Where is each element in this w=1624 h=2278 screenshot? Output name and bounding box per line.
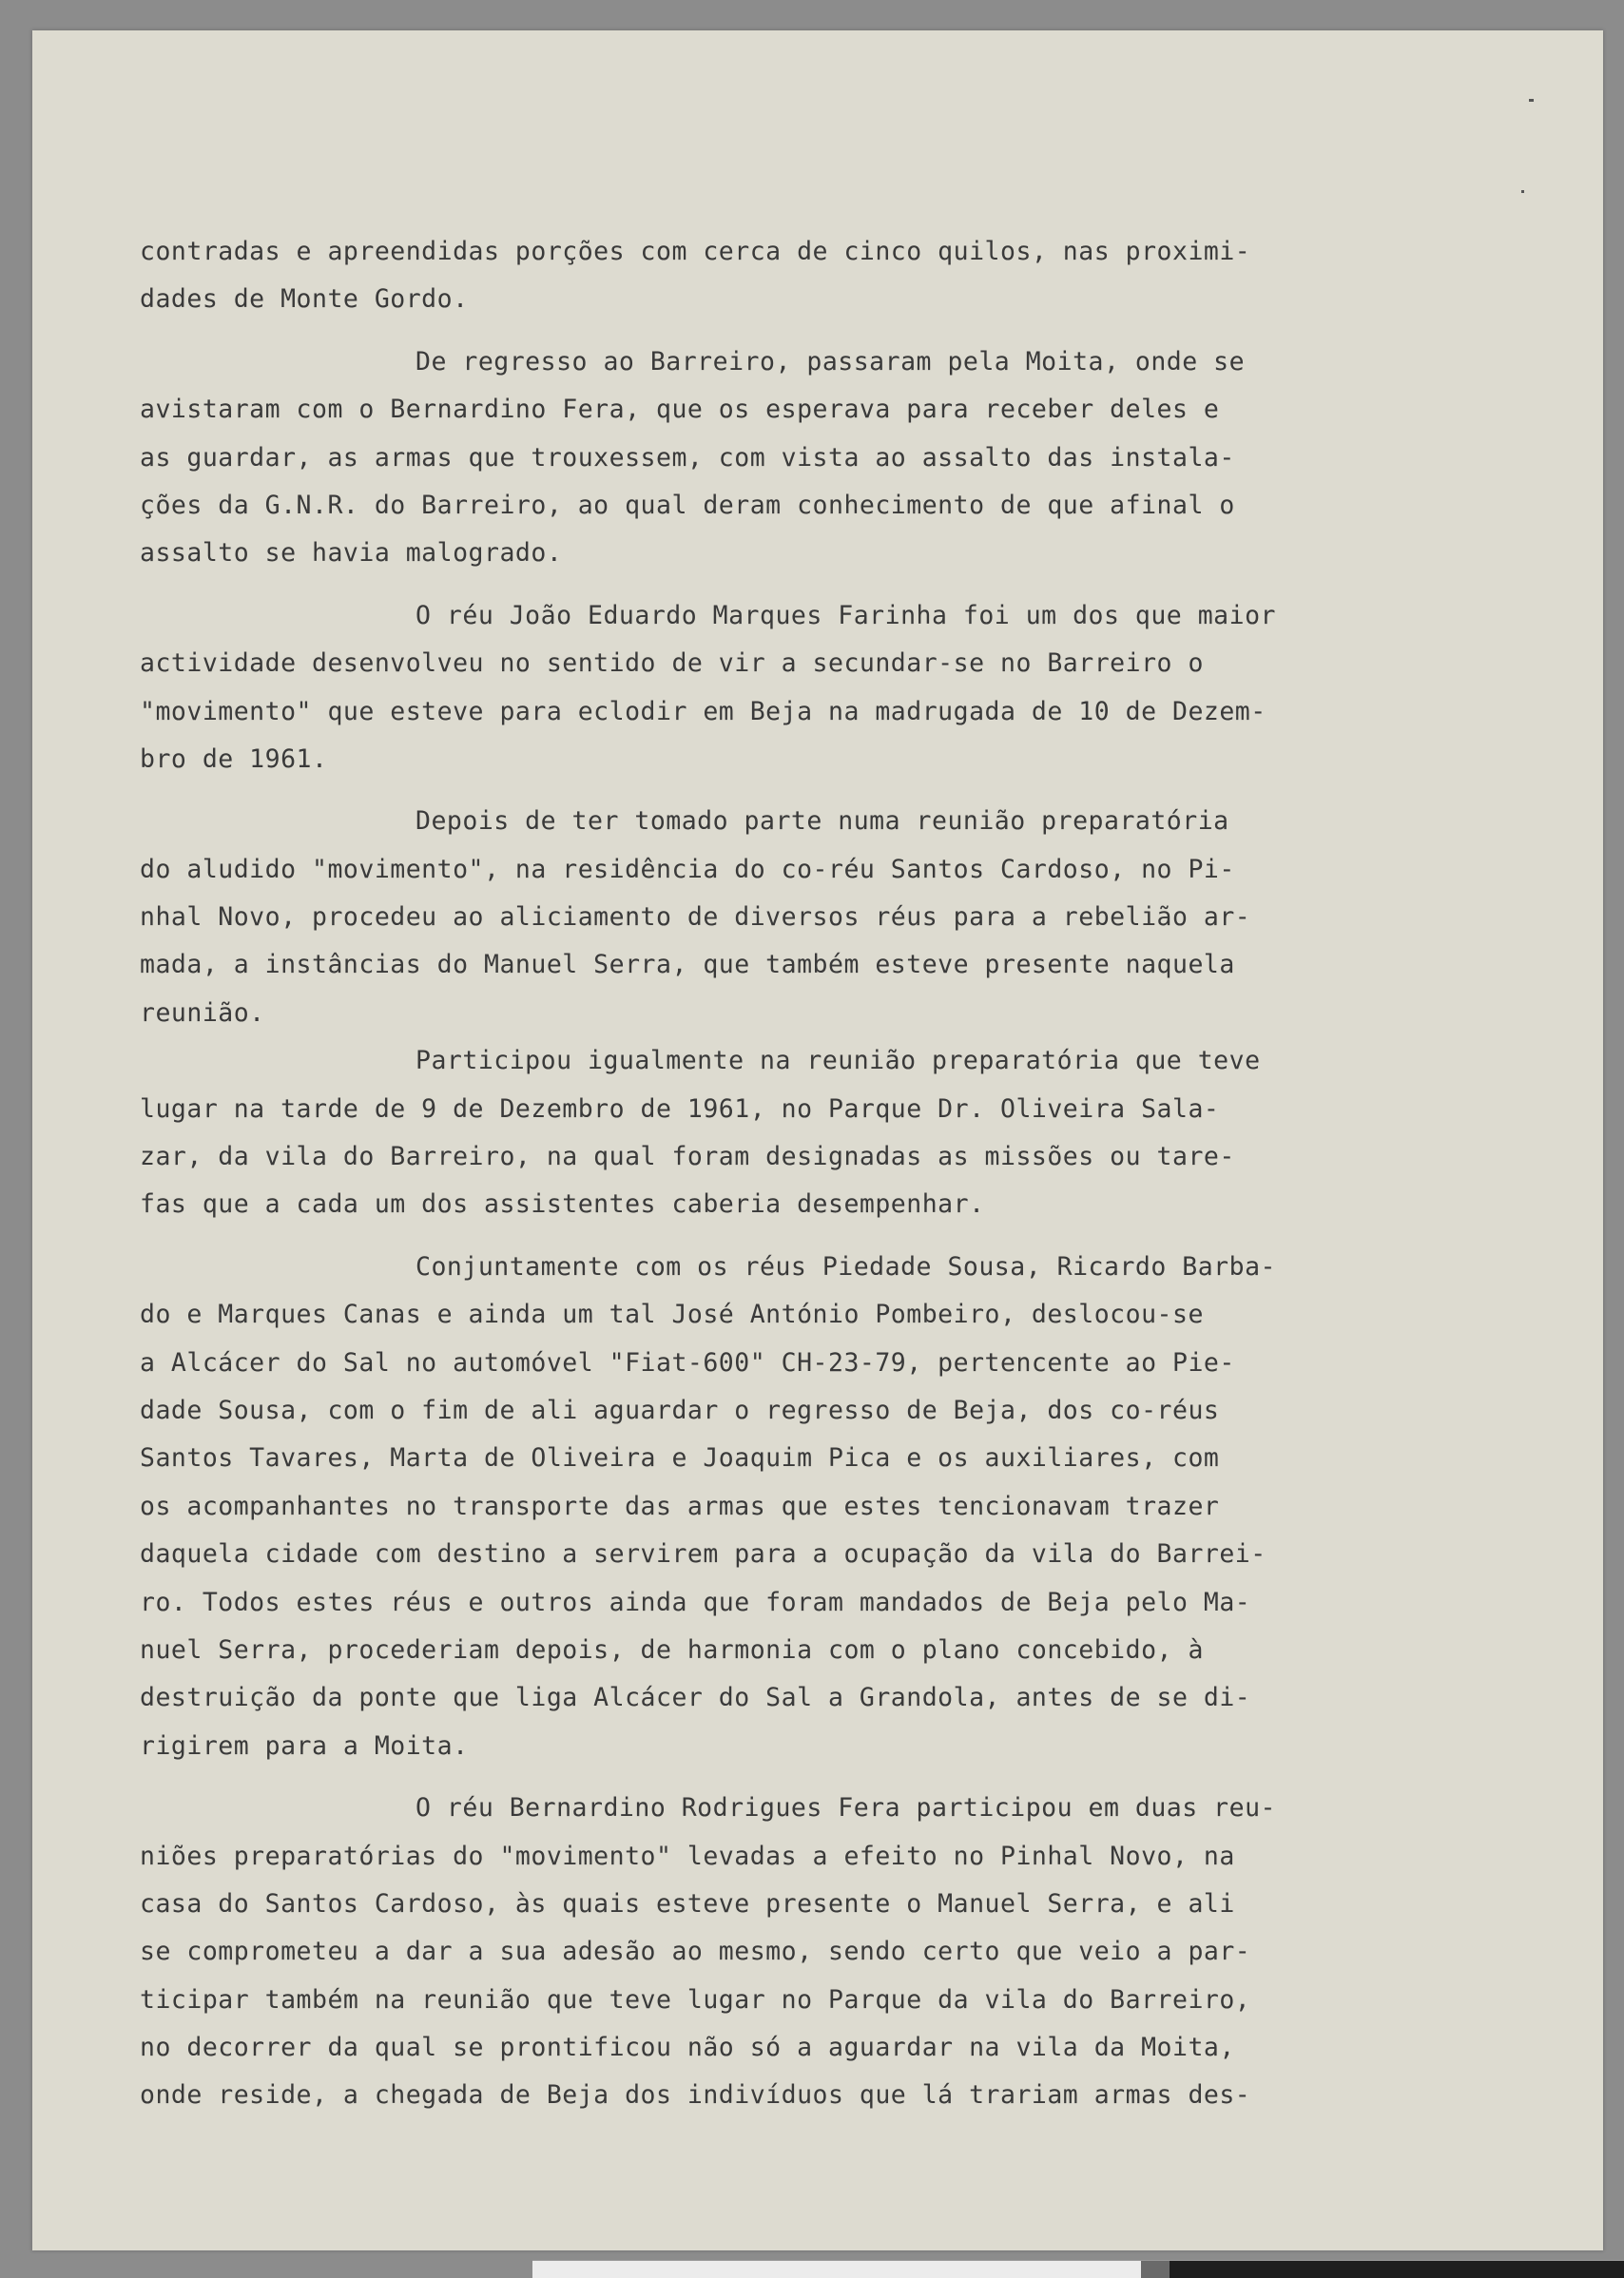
text-line: do e Marques Canas e ainda um tal José António Pombeiro, deslocou-se (140, 1300, 1204, 1330)
paragraph-start-line: Participou igualmente na reunião preparatória que teve (416, 1046, 1261, 1076)
text-line: contradas e apreendidas porções com cerca de cinco quilos, nas proximi- (140, 237, 1251, 266)
paragraph-start-line: Conjuntamente com os réus Piedade Sousa, Ricardo Barba- (416, 1251, 1276, 1282)
text-line: bro de 1961. (140, 743, 328, 774)
text-line: do aludido "movimento", na residência do co-réu Santos Cardoso, no Pi- (140, 854, 1235, 884)
text-line: no decorrer da qual se prontificou não só a aguardar na vila da Moita, (140, 2033, 1235, 2063)
text-line: mada, a instâncias do Manuel Serra, que também esteve presente naquela (140, 950, 1235, 980)
text-line: "movimento" que esteve para eclodir em Beja na madrugada de 10 de Dezem- (140, 696, 1266, 726)
text-line: os acompanhantes no transporte das armas que estes tencionavam trazer (140, 1491, 1220, 1521)
text-line: a Alcácer do Sal no automóvel "Fiat-600" CH-23-79, pertencente ao Pie- (140, 1347, 1235, 1378)
document-body (140, 228, 1395, 2120)
text-line: actividade desenvolveu no sentido de vir a secundar-se no Barreiro o (140, 648, 1204, 679)
text-line: ro. Todos estes réus e outros ainda que foram mandados de Beja pelo Ma- (140, 1587, 1251, 1617)
paragraph-start-line: Depois de ter tomado parte numa reunião preparatória (416, 806, 1229, 837)
text-line: onde reside, a chegada de Beja dos indivíduos que lá trariam armas des- (140, 2080, 1251, 2111)
text-line: assalto se havia malogrado. (140, 538, 563, 569)
text-line: rigirem para a Moita. (140, 1730, 469, 1761)
text-line: dade Sousa, com o fim de ali aguardar o regresso de Beja, dos co-réus (140, 1395, 1220, 1425)
text-line: se comprometeu a dar a sua adesão ao mesmo, sendo certo que veio a par- (140, 1937, 1251, 1967)
text-line: ções da G.N.R. do Barreiro, ao qual deram conhecimento de que afinal o (140, 490, 1235, 520)
paragraph-start-line: O réu Bernardino Rodrigues Fera participou em duas reu- (416, 1793, 1276, 1824)
page-speck (1521, 190, 1524, 193)
text-line: Santos Tavares, Marta de Oliveira e Joaquim Pica e os auxiliares, com (140, 1443, 1220, 1474)
text-line: daquela cidade com destino a servirem para a ocupação da vila do Barrei- (140, 1539, 1266, 1570)
text-line: as guardar, as armas que trouxessem, com vista ao assalto das instala- (140, 442, 1235, 473)
paragraph-start-line: De regresso ao Barreiro, passaram pela Moita, onde se (416, 346, 1246, 376)
text-line: niões preparatórias do "movimento" levadas a efeito no Pinhal Novo, na (140, 1841, 1235, 1871)
calibration-black-patch (1170, 2261, 1624, 2278)
text-line: avistaram com o Bernardino Fera, que os esperava para receber deles e (140, 395, 1220, 425)
text-line: dades de Monte Gordo. (140, 284, 469, 315)
text-line: casa do Santos Cardoso, às quais esteve presente o Manuel Serra, e ali (140, 1888, 1235, 1919)
text-line: zar, da vila do Barreiro, na qual foram designadas as missões ou tare- (140, 1142, 1235, 1172)
text-line: fas que a cada um dos assistentes caberia desempenhar. (140, 1189, 985, 1220)
page-speck (1529, 99, 1534, 102)
typewritten-page (32, 30, 1603, 2250)
text-line: lugar na tarde de 9 de Dezembro de 1961, no Parque Dr. Oliveira Sala- (140, 1093, 1220, 1124)
paragraph-start-line: O réu João Eduardo Marques Farinha foi um dos que maior (416, 600, 1276, 630)
scan-calibration-strip (532, 2260, 1624, 2278)
text-line: nhal Novo, procedeu ao aliciamento de diversos réus para a rebelião ar- (140, 902, 1251, 933)
text-line: ticipar também na reunião que teve lugar no Parque da vila do Barreiro, (140, 1984, 1251, 2015)
text-line: reunião. (140, 997, 265, 1028)
calibration-grey-patch (1141, 2261, 1170, 2278)
text-line: destruição da ponte que liga Alcácer do Sal a Grandola, antes de se di- (140, 1683, 1251, 1713)
text-line: nuel Serra, procederiam depois, de harmonia com o plano concebido, à (140, 1634, 1204, 1665)
